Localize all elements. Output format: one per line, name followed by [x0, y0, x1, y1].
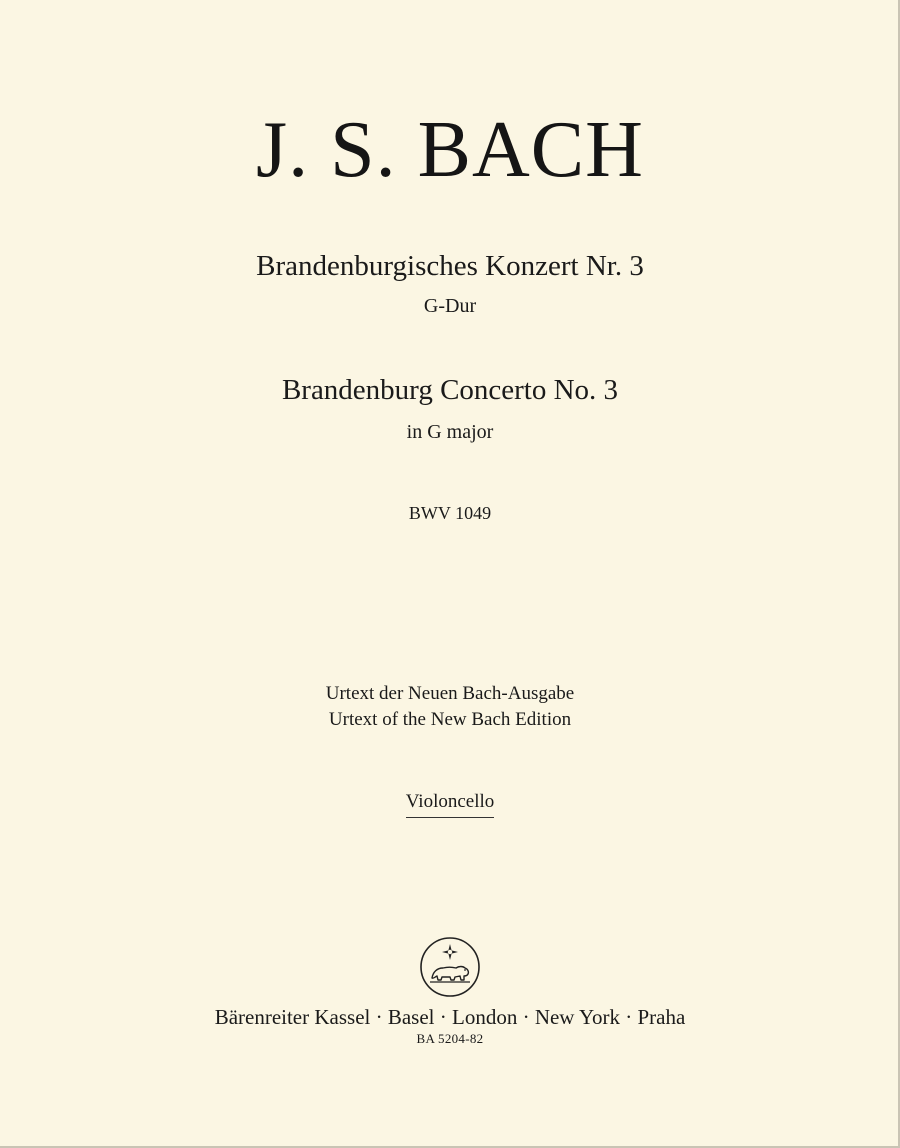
baerenreiter-bear-logo-icon: [418, 935, 482, 999]
publisher-line: Bärenreiter Kassel · Basel · London · New York · Praha: [214, 1005, 686, 1029]
bwv-number: BWV 1049: [408, 503, 492, 523]
instrument-part: [0, 789, 900, 818]
edition-number: BA 5204-82: [416, 1031, 484, 1046]
composer-name: J. S. BACH: [256, 106, 644, 194]
key-english: in G major: [406, 421, 494, 443]
urtext-german: Urtext der Neuen Bach-Ausgabe: [325, 683, 575, 704]
title-german: Brandenburgisches Konzert Nr. 3: [256, 250, 644, 282]
instrument-label: Violoncello: [406, 789, 495, 818]
title-english: Brandenburg Concerto No. 3: [281, 374, 619, 406]
key-german: G-Dur: [423, 295, 477, 317]
urtext-english: Urtext of the New Bach Edition: [328, 709, 572, 730]
